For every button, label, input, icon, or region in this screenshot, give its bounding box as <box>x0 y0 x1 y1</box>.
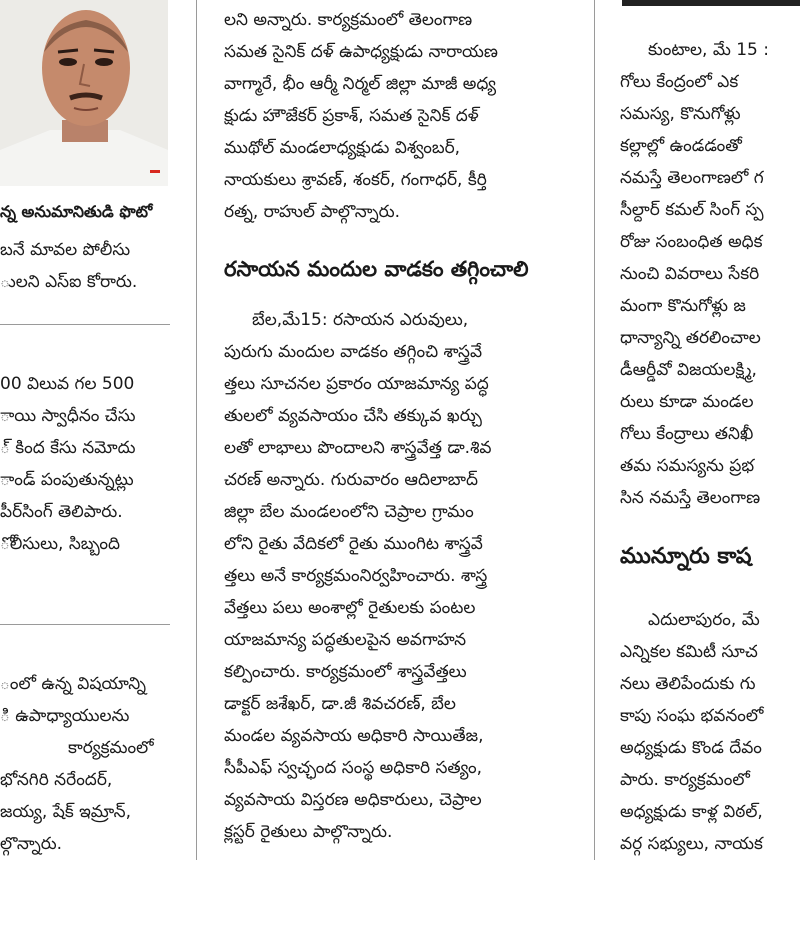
text-line: సీల్దార్ కమల్ సింగ్ స్ప <box>620 200 764 220</box>
text-line: లతో లాభాలు పొందాలని శాస్త్రవేత్త డా.శివ <box>224 438 492 458</box>
headline: రసాయన మందుల వాడకం తగ్గించాలి <box>224 257 529 281</box>
text-line: మంగా కొనుగోళ్లు జ <box>620 296 746 316</box>
text-line: కార్యక్రమంలో <box>68 738 154 758</box>
text-line: యాజమాన్య పద్ధతులపైన అవగాహన <box>224 630 467 650</box>
text-line: సమస్య, కొనుగోళ్లు <box>620 104 741 124</box>
text-line: నాయకులు శ్రావణ్, శంకర్, గంగాధర్, కీర్తి <box>224 170 487 190</box>
text-line: క్లస్టర్ రైతులు పాల్గొన్నారు. <box>224 822 393 842</box>
text-line: భోనగిరి నరేందర్, <box>0 770 113 790</box>
text-line: అధ్యక్షుడు కాళ్ల విఠల్, <box>620 802 763 822</box>
text-line: వాగ్మారే, భీం ఆర్మీ నిర్మల్ జిల్లా మాజీ అధ్య <box>224 74 497 94</box>
text-line: గోలు కేంద్రాలు తనిఖీ <box>620 424 754 444</box>
dateline: ఎదులాపురం, మే <box>648 610 760 630</box>
text-line: కాపు సంఘ భవనంలో <box>620 706 764 726</box>
text-line: రత్న, రాహుల్ పాల్గొన్నారు. <box>224 202 400 222</box>
text-line: ి ఉపాధ్యాయులను <box>0 706 130 726</box>
text-line: లని అన్నారు. కార్యక్రమంలో తెలంగాణ <box>224 10 473 30</box>
text-line: అధ్యక్షుడు కొండ దేవం <box>620 738 762 758</box>
text-line: జయ్య, షేక్ ఇమ్రాన్, <box>0 802 131 822</box>
text-line: మండల వ్యవసాయ అధికారి సాయితేజ, <box>224 726 484 746</box>
column-rule <box>594 0 595 860</box>
text-line: రులు కూడా మండల <box>620 392 754 412</box>
text-line: ధాన్యాన్ని తరలించాల <box>620 328 761 348</box>
text-line: ోలీసులు, సిబ్బంది <box>0 534 120 554</box>
text-line: వ్యవసాయ విస్తరణ అధికారులు, చెప్రాల <box>224 790 482 810</box>
text-line: డీఆర్డీవో విజయలక్ష్మి, <box>620 360 757 380</box>
text-line: రోజు సంబంధిత అధిక <box>620 232 763 252</box>
text-line: 00 విలువ గల 500 <box>0 374 135 394</box>
suspect-photo <box>0 0 168 186</box>
text-line: ఎన్నికల కమిటీ సూచ <box>620 642 758 662</box>
text-line: వేత్తలు పలు అంశాల్లో రైతులకు పంటల <box>224 598 476 618</box>
dateline: బేల,మే15: రసాయన ఎరువులు, <box>252 310 469 330</box>
text-line: బనే మావల పోలీసు <box>0 240 131 260</box>
suspect-portrait-image <box>0 0 168 186</box>
text-line: చరణ్ అన్నారు. గురువారం ఆదిలాబాద్ <box>224 470 478 490</box>
text-line: సమత సైనిక్ దళ్ ఉపాధ్యక్షుడు నారాయణ <box>224 42 498 62</box>
right-column <box>608 0 800 944</box>
text-line: త్తలు సూచనల ప్రకారం యాజమాన్య పద్ధ <box>224 374 489 394</box>
middle-column <box>212 0 584 944</box>
text-line: ్ కింద కేసు నమోదు <box>0 438 136 458</box>
text-line: నమస్తే తెలంగాణలో గ <box>620 168 764 188</box>
left-column <box>0 0 190 944</box>
text-line: ంలో ఉన్న విషయాన్ని <box>0 674 147 694</box>
text-line: జిల్లా బేల మండలంలోని చెప్రాల గ్రామం <box>224 502 474 522</box>
text-line: త్తలు అనే కార్యక్రమంనిర్వహించారు. శాస్త్ర <box>224 566 488 586</box>
text-line: పారు. కార్యక్రమంలో <box>620 770 750 790</box>
photo-caption: న్న అనుమానితుడి ఫొటో <box>0 202 153 221</box>
text-line: డాక్టర్ జశేఖర్, డా.జీ శివచరణ్, బేల <box>224 694 456 714</box>
text-line: పురుగు మందుల వాడకం తగ్గించి శాస్త్రవే <box>224 342 483 362</box>
text-line: ముథోల్ మండలాధ్యక్షుడు విశ్వంబర్, <box>224 138 461 158</box>
text-line: పీర్‌సింగ్ తెలిపారు. <box>0 502 123 522</box>
text-line: కల్పించారు. కార్యక్రమంలో శాస్త్రవేత్తలు <box>224 662 467 682</box>
headline: మున్నూరు కాష <box>620 544 752 569</box>
text-line: తులలో వ్యవసాయం చేసి తక్కువ ఖర్చు <box>224 406 482 426</box>
text-line: క్షుడు హౌజేకర్ ప్రకాశ్, సమత సైనిక్ దళ్ <box>224 106 479 126</box>
text-line: తమ సమస్యను ప్రభ <box>620 456 755 476</box>
text-line: నుంచి వివరాలు సేకరి <box>620 264 760 284</box>
text-line: ులని ఎస్‌ఐ కోరారు. <box>0 272 138 292</box>
column-rule <box>196 0 197 860</box>
text-line: వర్గ సభ్యులు, నాయక <box>620 834 763 854</box>
text-line: ాండ్ పంపుతున్నట్లు <box>0 470 134 490</box>
text-line: సిన నమస్తే తెలంగాణ <box>620 488 761 508</box>
text-line: గోలు కేంద్రంలో ఎక <box>620 72 739 92</box>
text-line: ాయి స్వాధీనం చేసు <box>0 406 136 426</box>
story-divider <box>0 624 170 625</box>
text-line: లోని రైతు వేదికలో రైతు ముంగిట శాస్త్రవే <box>224 534 483 554</box>
text-line: ల్గొన్నారు. <box>0 834 63 854</box>
text-line: సీపీఎఫ్ స్వచ్ఛంద సంస్థ అధికారి సత్యం, <box>224 758 482 778</box>
text-line: కల్లాల్లో ఉండడంతో <box>620 136 742 156</box>
story-divider <box>0 324 170 325</box>
cropped-heading-remnant <box>622 0 800 6</box>
dateline: కుంటాల, మే 15 : <box>648 40 769 60</box>
text-line: నలు తెలిపేందుకు గు <box>620 674 756 694</box>
